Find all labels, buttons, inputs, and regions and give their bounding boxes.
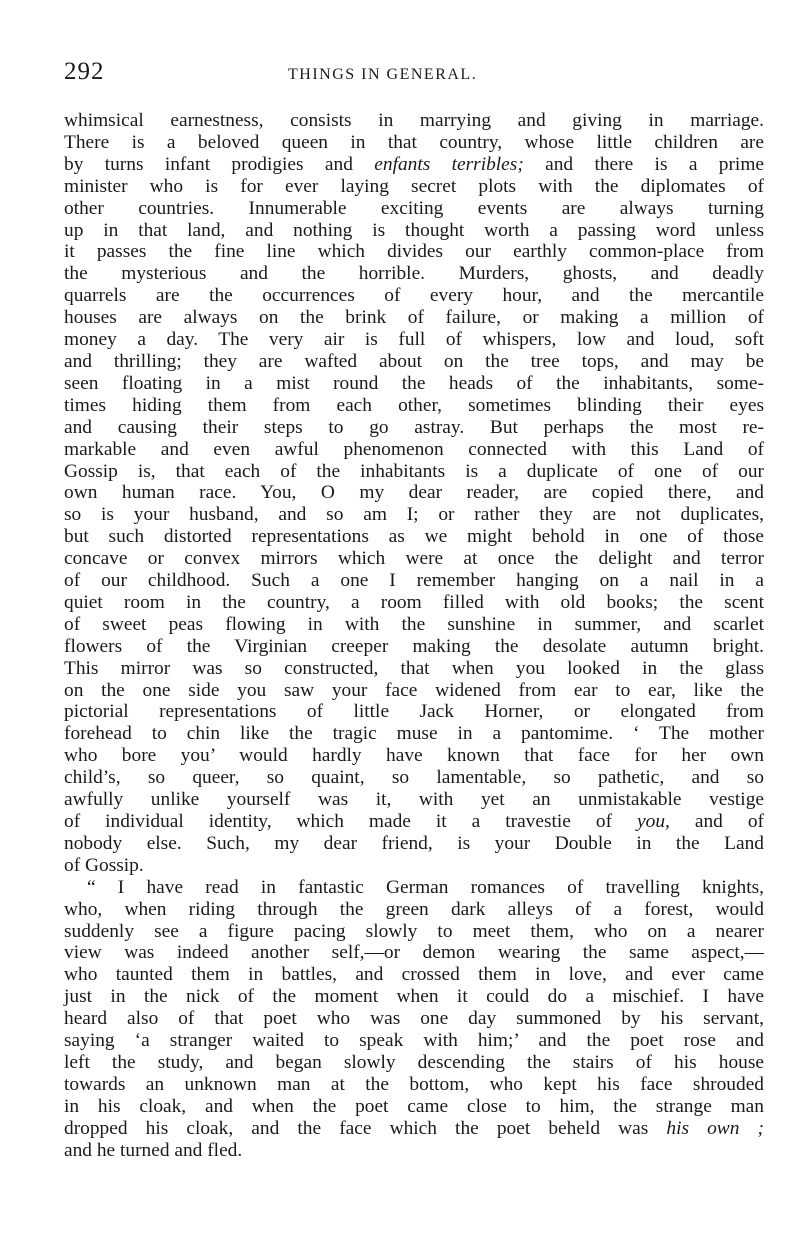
text-segment: and causing their steps to go astray. But perhaps the most re- [64, 416, 764, 438]
book-page [64, 58, 764, 1162]
text-line [64, 1140, 764, 1162]
text-line [64, 723, 764, 745]
text-line [64, 285, 764, 307]
text-line [64, 176, 764, 198]
text-line [64, 1052, 764, 1074]
text-line [64, 680, 764, 702]
text-line [64, 504, 764, 526]
text-segment: times hiding them from each other, sometimes blinding their eyes [64, 394, 764, 416]
text-segment: who taunted them in battles, and crossed them in love, and ever came [64, 964, 764, 986]
text-segment: and of [669, 811, 764, 832]
text-segment: flowers of the Virginian creeper making the desolate autumn bright. [64, 635, 764, 657]
text-segment: pictorial representations of little Jack Horner, or elongated from [64, 701, 764, 723]
text-line [64, 351, 764, 373]
text-segment: seen floating in a mist round the heads of the inhabitants, some- [64, 372, 764, 394]
italic-text: his own ; [666, 1117, 764, 1139]
text-segment: and he turned and fled. [64, 1139, 243, 1161]
text-line [64, 1008, 764, 1030]
text-line [64, 329, 764, 351]
text-line [64, 1096, 764, 1118]
text-line [64, 220, 764, 242]
text-line [64, 482, 764, 504]
text-line [64, 570, 764, 592]
text-segment: up in that land, and nothing is thought worth a passing word unless [64, 219, 764, 241]
text-line [64, 154, 764, 176]
text-line [64, 395, 764, 417]
text-line [64, 855, 764, 877]
text-segment: own human race. You, O my dear reader, are copied there, and [64, 482, 764, 504]
text-line [64, 439, 764, 461]
text-line [64, 986, 764, 1008]
text-segment: just in the nick of the moment when it could do a mischief. I have [64, 986, 764, 1008]
text-segment: by turns infant prodigies and [64, 153, 375, 175]
text-segment: view was indeed another self,—or demon wearing the same aspect,— [64, 942, 764, 964]
text-segment: quarrels are the occurrences of every hour, and the mercantile [64, 285, 764, 307]
text-segment: markable and even awful phenomenon connected with this Land of [64, 438, 764, 460]
text-line [64, 789, 764, 811]
text-segment: child’s, so queer, so quaint, so lamentable, so pathetic, and so [64, 767, 764, 789]
text-line [64, 1030, 764, 1052]
text-line [64, 526, 764, 548]
text-segment: towards an unknown man at the bottom, who kept his face shrouded [64, 1073, 764, 1095]
text-segment: heard also of that poet who was one day summoned by his servant, [64, 1008, 764, 1030]
text-line [64, 461, 764, 483]
text-segment: other countries. Innumerable exciting events are always turning [64, 197, 764, 219]
text-line [64, 263, 764, 285]
text-line [64, 701, 764, 723]
text-line [64, 877, 764, 899]
text-segment: There is a beloved queen in that country, whose little children are [64, 131, 764, 153]
text-segment: awfully unlike yourself was it, with yet an unmistakable vestige [64, 789, 764, 811]
text-line [64, 636, 764, 658]
body-text [64, 110, 764, 1162]
text-line [64, 241, 764, 263]
text-line [64, 964, 764, 986]
text-segment: and there is a prime [523, 153, 765, 175]
text-segment: of Gossip. [64, 854, 144, 876]
text-segment: but such distorted representations as we might behold in one of those [64, 526, 764, 548]
text-segment: nobody else. Such, my dear friend, is your Double in the Land [64, 832, 764, 854]
text-line [64, 592, 764, 614]
text-segment: who bore you’ would hardly have known that face for her own [64, 745, 764, 767]
text-segment: of our childhood. Such a one I remember hanging on a nail in a [64, 570, 764, 592]
text-segment: whimsical earnestness, consists in marrying and giving in marriage. [64, 110, 764, 131]
text-segment: and thrilling; they are wafted about on the tree tops, and may be [64, 350, 764, 372]
text-segment: saying ‘a stranger waited to speak with him;’ and the poet rose and [64, 1030, 764, 1052]
text-line [64, 767, 764, 789]
text-segment: forehead to chin like the tragic muse in a pantomime. ‘ The mother [64, 723, 764, 745]
text-segment: on the one side you saw your face widened from ear to ear, like the [64, 679, 764, 701]
text-line [64, 373, 764, 395]
text-line [64, 614, 764, 636]
text-segment: it passes the fine line which divides our earthly common-place from [64, 241, 764, 263]
italic-text: enfants terribles; [374, 153, 524, 175]
text-segment: so is your husband, and so am I; or rather they are not duplicates, [64, 504, 764, 526]
text-segment: dropped his cloak, and the face which the poet beheld was [64, 1117, 667, 1139]
text-segment: concave or convex mirrors which were at once the delight and terror [64, 548, 764, 570]
text-line [64, 132, 764, 154]
text-line [64, 811, 764, 833]
text-line [64, 1118, 764, 1140]
text-line [64, 942, 764, 964]
text-line [64, 833, 764, 855]
running-head: THINGS IN GENERAL. [288, 66, 478, 83]
text-segment: in his cloak, and when the poet came close to him, the strange man [64, 1095, 764, 1117]
text-segment: left the study, and began slowly descending the stairs of his house [64, 1051, 764, 1073]
paragraph [64, 110, 764, 877]
text-segment: quiet room in the country, a room filled with old books; the scent [64, 591, 764, 613]
page-header [64, 58, 764, 90]
text-line [64, 745, 764, 767]
text-segment: the mysterious and the horrible. Murders, ghosts, and deadly [64, 263, 764, 285]
text-line [64, 899, 764, 921]
text-segment: suddenly see a figure pacing slowly to meet them, who on a nearer [64, 920, 764, 942]
text-line [64, 417, 764, 439]
text-segment: houses are always on the brink of failure, or making a million of [64, 307, 764, 329]
text-segment: minister who is for ever laying secret plots with the diplomates of [64, 175, 764, 197]
text-segment: who, when riding through the green dark alleys of a forest, would [64, 898, 764, 920]
text-segment: of individual identity, which made it a travestie of [64, 811, 638, 832]
text-line [64, 1074, 764, 1096]
text-segment: of sweet peas flowing in with the sunshine in summer, and scarlet [64, 613, 764, 635]
italic-text: you, [637, 811, 670, 832]
text-line [64, 921, 764, 943]
page-number: 292 [64, 58, 105, 85]
text-segment: money a day. The very air is full of whispers, low and loud, soft [64, 329, 764, 351]
text-line [64, 548, 764, 570]
text-line [64, 198, 764, 220]
text-segment: Gossip is, that each of the inhabitants is a duplicate of one of our [64, 460, 764, 482]
text-line [64, 307, 764, 329]
text-segment: “ I have read in fantastic German romances of travelling knights, [87, 876, 764, 898]
text-line [64, 658, 764, 680]
paragraph [64, 877, 764, 1162]
text-segment: This mirror was so constructed, that when you looked in the glass [64, 657, 764, 679]
text-line [64, 110, 764, 132]
